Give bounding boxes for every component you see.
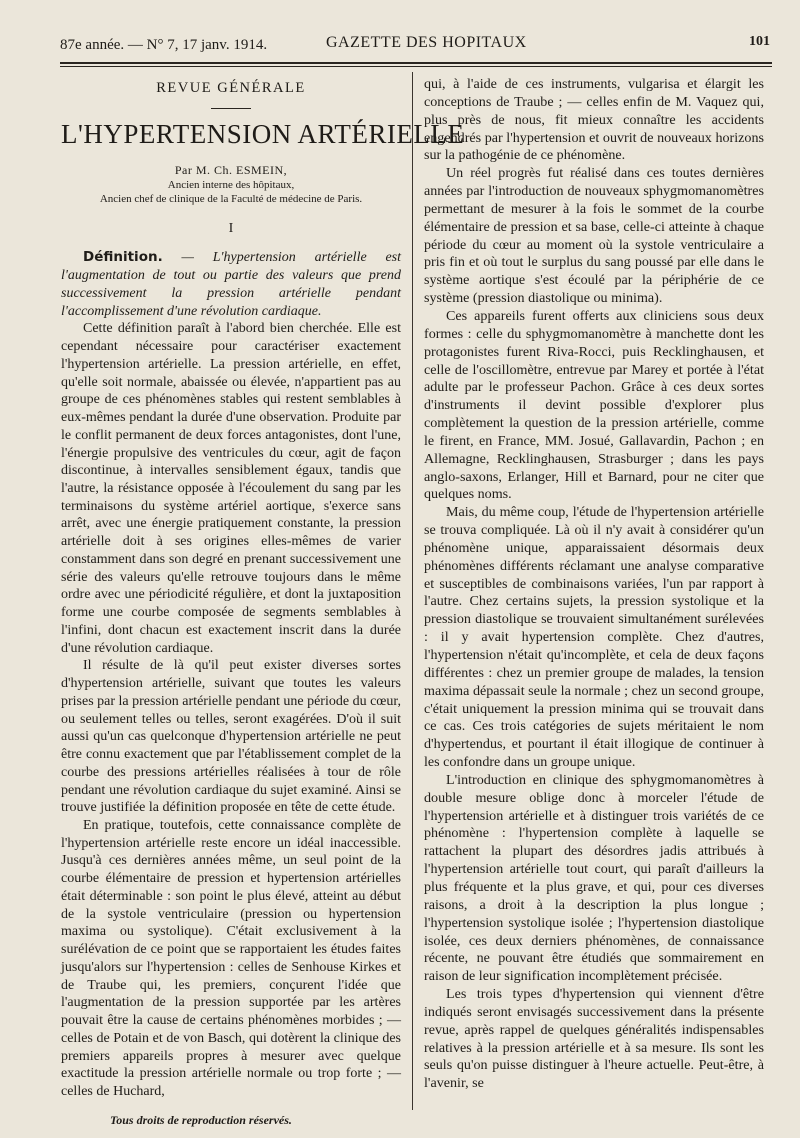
paragraph: Mais, du même coup, l'étude de l'hypertension artérielle se trouva compliquée. Là où il n'y avait à considérer qu'un phénomène unique, apparaissaient désormais deux phénomènes différents réclamant une analyse comparative et susceptibles de combinaisons variées, l'un par rapport à l'autre. Chez certains sujets, la pression systolique et la pression diastolique se trouvaient simultanément surélevées : il y avait hypertension complète. Chez d'autres, l'hypertension n'était qu'incomplète, et cela de deux façons différentes : chez un premier groupe de malades, la tension maxima dépassait seule la normale ; chez un second groupe, c'était uniquement la pression minima qui se trouvait dans ce cas. Ces trois catégories de sujets méritaient le nom d'hypertendus, et pourtant il était illogique de continuer à les confondre dans un groupe unique. [424,504,764,771]
header-rule-thick [60,62,772,64]
rubric-heading: REVUE GÉNÉRALE [156,80,306,96]
paragraph: L'introduction en clinique des sphygmomanomètres à double mesure oblige donc à morceler l'étude de l'hypertension artérielle et à distinguer trois variétés de ce phénomène : l'hypertension complète à laquelle se rattachent la plupart des désordres jadis attribués à l'hypertension artérielle tout court, qui paraît d'ailleurs la plus fréquente et la plus grave, et qui, pour ces diverses raisons, a droit à la description la plus longue ; l'hypertension systolique isolée ; l'hypertension diastolique isolée, ces deux derniers phénomènes, de connaissance récente, ne pouvant être étudiés que sommairement en raison de leur signification incomplètement précisée. [424,771,764,985]
issue-info: 87e année. — N° 7, 17 janv. 1914. [60,37,268,53]
affiliation-line-2: Ancien chef de clinique de la Faculté de médecine de Paris. [99,192,363,205]
paragraph: qui, à l'aide de ces instruments, vulgarisa et élargit les conceptions de Traube ; — celles enfin de M. Vaquez qui, plus près de nous, fit mieux connaître les accidents engendrés par l'hypertension et ouvrit de nouveaux horizons sur la pathogénie de ce phénomène. [424,76,764,164]
paragraph: Il résulte de là qu'il peut exister diverses sortes d'hypertension artérielle, suivant que toutes les valeurs prises par la pression artérielle pendant une période du cœur, ou seulement telles ou telles, seront exagérées. D'où il suit aussi qu'un cas quelconque d'hypertension artérielle ne peut être connu exactement que par l'établissement complet de la courbe des pressions artérielles réalisées à tour de rôle pendant une révolution cardiaque du sujet examiné. Ainsi se trouve justifiée la définition proposée en tête de cette étude. [61,658,401,816]
left-column [61,76,465,1101]
affiliation-line-1: Ancien interne des hôpitaux, [167,178,295,191]
paragraph: Les trois types d'hypertension qui viennent d'être indiqués seront envisagés successivement dans la présente revue, après rappel de quelques généralités indispensables relatives à la pression artérielle et à sa mesure. Ils sont les seuls qu'on puisse distinguer à l'heure actuelle. Peut-être, à l'avenir, se [424,986,764,1092]
header-rule-thin [60,66,772,67]
paragraph: Cette définition paraît à l'abord bien cherchée. Elle est cependant nécessaire pour caractériser exactement l'hypertension artérielle. La pression artérielle, en effet, qu'elle soit normale, abaissée ou élevée, n'appartient pas au groupe de ces phénomènes stables qui restent semblables à eux-mêmes pendant la durée d'une observation. Produite par le conflit permanent de deux forces antagonistes, dont l'une, l'énergie propulsive des ventricules du cœur, agit de façon discontinue, à intervalles sensiblement égaux, tandis que l'autre, la résistance opposée à l'écoulement du sang par les terminaisons du système artériel aortique, s'exerce sans arrêt, avec une énergie pratiquement constante, la pression artérielle doit à ses origines elles-mêmes de varier constamment dans son degré en prenant successivement une série des valeurs qu'elle retrouve toujours dans le même ordre avec une périodicité régulière, et dont la juxtaposition forme une courbe composée de segments semblables à l'infini, dont chacun est exactement inscrit dans la durée d'une révolution cardiaque. [61,321,401,656]
paragraph: En pratique, toutefois, cette connaissance complète de l'hypertension artérielle reste encore un idéal inaccessible. Jusqu'à ces dernières années même, un seul point de la courbe élémentaire de pression et hypertension artérielles était déterminable : son point le plus élevé, atteint au début de la systole ventriculaire (pression ou hypertension maxima ou systolique). C'était exclusivement à la surélévation de ce point que se rapportaient les études faites jusqu'alors sur l'hypertension : celles de Senhouse Kirkes et de Traube qui, les premiers, conçurent l'idée que l'augmentation de la pression supportée par les artères pouvait être la cause de certains phénomènes morbides ; — celles de Potain et de von Basch, qui dotèrent la clinique des premiers appareils propres à mesurer avec quelque exactitude la pression artérielle normale ou trop forte ; — celles de Huchard, [61,817,401,1099]
section-number: I [228,220,234,236]
column-divider [412,72,413,1110]
paragraph: Ces appareils furent offerts aux cliniciens sous deux formes : celle du sphygmomanomètre à manchette dont les protagonistes furent Riva-Rocci, puis Recklinghausen, et celle de l'oscillomètre, entrevue par Marey et portée à l'état adulte par le professeur Pachon. Grâce à ces deux sortes d'instruments il devint possible d'explorer plus complètement la question de la pression artérielle, comme le firent, en France, MM. Josué, Gallavardin, Pachon ; en Allemagne, Recklinghausen, Strasburger ; dans les pays anglo-saxons, Erlanger, Hill et Barnard, pour ne citer que quelques noms. [424,307,764,503]
definition-paragraph [61,249,401,320]
author-line [61,163,401,178]
article-title: L'HYPERTENSION ARTÉRIELLE [61,118,465,149]
page-number: 101 [749,34,770,49]
rights-notice: Tous droits de reproduction réservés. [110,1113,292,1127]
definition-text: — L'hypertension artérielle est l'augmentation de tout ou partie des valeurs que prend successivement la pression artérielle pendant l'accomplissement d'une révolution cardiaque. [61,250,401,319]
journal-title: GAZETTE DES HOPITAUX [326,34,527,51]
running-header [60,34,770,56]
paragraph: Un réel progrès fut réalisé dans ces toutes dernières années par l'introduction de nouveaux sphygmomanomètres permettant de mesurer à la fois le sommet de la courbe élémentaire de pression et sa base, celle-ci atteinte à chaque période du cœur au moment où la systole ventriculaire a pris fin et où tout le surplus du sang poussé par elle dans le système aortique s'est écoulé par la périphérie de ce système (pression diastolique ou minima). [424,165,764,307]
definition-lead: Définition. [83,249,163,266]
author-name: Par M. Ch. ESMEIN, [174,162,288,177]
right-column [424,76,764,1093]
rubric-rule [211,108,251,109]
